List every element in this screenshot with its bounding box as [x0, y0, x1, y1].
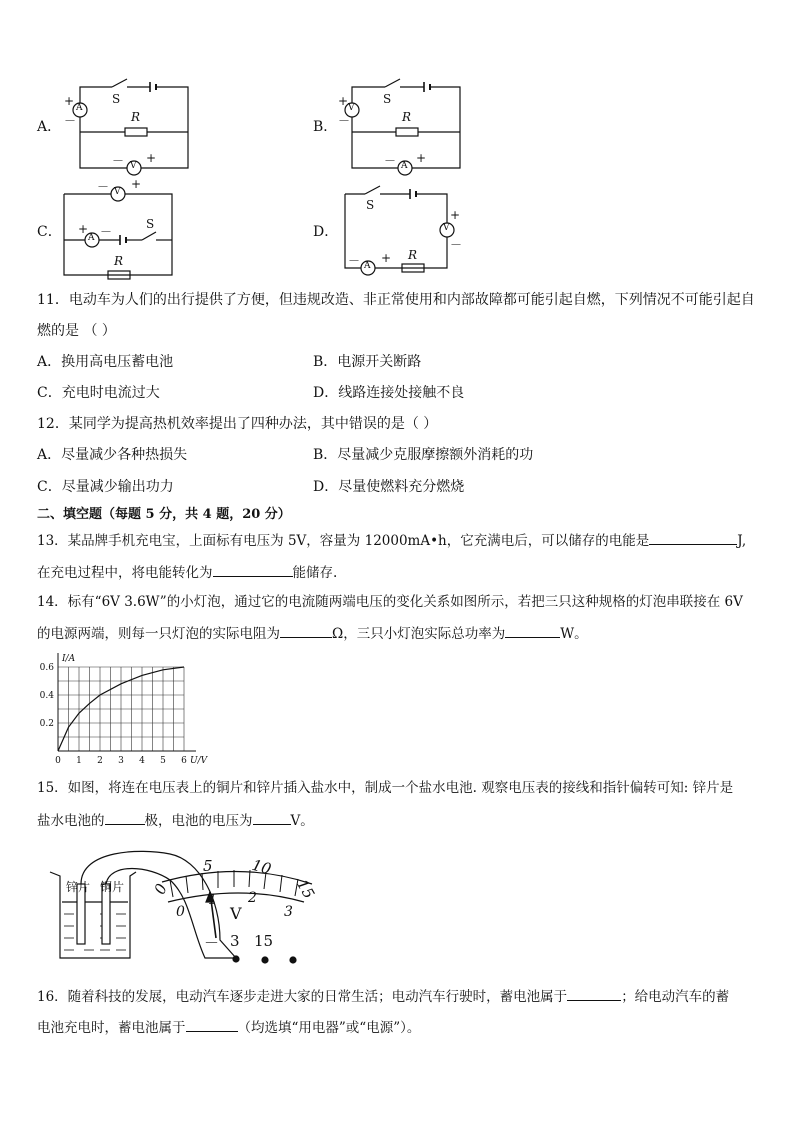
option-c-label: C． — [37, 224, 62, 240]
outer-scale-0: 0 — [150, 880, 171, 898]
resistor-label: R — [408, 248, 418, 262]
outer-scale-10: 10 — [249, 855, 274, 879]
option-a-label: A． — [37, 119, 62, 135]
inner-scale-1: 1 — [208, 892, 217, 908]
plus-sign: + — [146, 151, 157, 165]
q15-text-3: 极，电池的电压为 — [144, 813, 253, 829]
q15-text-2: 盐水电池的 — [37, 813, 105, 829]
option-b-label: B． — [313, 119, 338, 135]
x-tick-label: 2 — [97, 756, 103, 766]
minus-sign: － — [450, 238, 463, 252]
plus-sign: + — [450, 208, 461, 222]
y-tick-label: 0.4 — [39, 691, 54, 701]
resistor-label: R — [114, 254, 124, 268]
q16-line2 — [37, 1017, 420, 1038]
answer-blank[interactable] — [186, 1017, 238, 1032]
plus-sign: + — [381, 251, 392, 265]
answer-blank[interactable] — [105, 810, 145, 825]
q11-option-b: B．电源开关断路 — [313, 354, 422, 370]
y-tick-label: 0.6 — [39, 663, 54, 673]
q13-text-2: J, — [737, 533, 747, 549]
answer-blank[interactable] — [280, 623, 332, 638]
ammeter-symbol: A — [401, 161, 408, 171]
y-tick-label: 0.2 — [39, 719, 54, 729]
q13-text-4: 能储存. — [292, 565, 338, 581]
answer-blank[interactable] — [567, 986, 621, 1001]
minus-sign: － — [112, 154, 125, 168]
outer-scale-15: 15 — [292, 876, 319, 902]
ammeter-symbol: A — [364, 261, 371, 271]
ammeter-symbol: A — [88, 233, 95, 243]
q15-line2 — [37, 810, 314, 831]
q12-text: 12．某同学为提高热机效率提出了四种办法，其中错误的是（ ） — [37, 416, 438, 432]
q12-option-c: C．尽量减少输出功力 — [37, 479, 174, 495]
terminal-15-label: 15 — [254, 932, 274, 950]
answer-blank[interactable] — [213, 562, 293, 577]
resistor-label: R — [402, 110, 412, 124]
q14-text-4: W。 — [560, 626, 588, 642]
resistor-label: R — [131, 110, 141, 124]
q11-option-c: C．充电时电流过大 — [37, 385, 160, 401]
unit-v-label: V — [230, 904, 242, 923]
terminal-negative-label: － — [204, 934, 220, 952]
ammeter-symbol: A — [76, 103, 83, 113]
q15-text-4: V。 — [290, 813, 314, 829]
q14-line2 — [37, 623, 588, 644]
x-tick-label: 5 — [160, 756, 166, 766]
q16-text-2: ；给电动汽车的蓄 — [621, 989, 730, 1005]
outer-scale-5: 5 — [203, 857, 213, 875]
q13-text-1: 13．某品牌手机充电宝，上面标有电压为 5V，容量为 12000mA•h，它充满电后，可以储存的电能是 — [37, 533, 650, 549]
q12-option-d: D．尽量使燃料充分燃烧 — [313, 479, 465, 495]
q14-line1: 14．标有“6V 3.6W”的小灯泡，通过它的电流随两端电压的变化关系如图所示，若把三只这种规格的灯泡串联接在 6V — [37, 594, 743, 610]
x-tick-label: 3 — [118, 756, 124, 766]
answer-blank[interactable] — [253, 810, 291, 825]
q12-option-a: A．尽量减少各种热损失 — [37, 447, 188, 463]
q14-text-2: 的电源两端，则每一只灯泡的实际电阻为 — [37, 626, 280, 642]
minus-sign: － — [348, 254, 361, 268]
section-title: 二、填空题（每题 5 分，共 4 题，20 分） — [37, 507, 291, 522]
q16-text-4: （均选填“用电器”或“电源”）。 — [237, 1020, 421, 1036]
inner-scale-0: 0 — [176, 904, 185, 920]
minus-sign: － — [338, 114, 351, 128]
q11-option-a: A．换用高电压蓄电池 — [37, 354, 174, 370]
q11-option-d: D．线路连接处接触不良 — [313, 385, 465, 401]
q13-line1 — [37, 530, 746, 551]
q16-line1 — [37, 986, 729, 1007]
minus-sign: － — [97, 180, 110, 194]
q13-text-3: 在充电过程中，将电能转化为 — [37, 565, 213, 581]
switch-label: S — [112, 92, 121, 106]
q15-line1: 15．如图，将连在电压表上的铜片和锌片插入盐水中，制成一个盐水电池. 观察电压表的接线和指针偏转可知: 锌片是 — [37, 780, 734, 796]
answer-blank[interactable] — [649, 530, 737, 545]
q11-text-line1: 11．电动车为人们的出行提供了方便，但违规改造、非正常使用和内部故障都可能引起自燃，下列情况不可能引起自 — [37, 292, 755, 308]
x-axis-label: U/V — [190, 756, 208, 766]
minus-sign: － — [64, 114, 77, 128]
option-d-label: D． — [313, 224, 339, 240]
plus-sign: + — [131, 177, 142, 191]
y-axis-label: I/A — [62, 654, 76, 664]
switch-label: S — [146, 217, 155, 231]
q16-text-3: 电池充电时，蓄电池属于 — [37, 1020, 186, 1036]
zinc-label: 锌片 — [66, 880, 91, 894]
inner-scale-3: 3 — [284, 904, 293, 920]
q16-text-1: 16．随着科技的发展，电动汽车逐步走进大家的日常生活；电动汽车行驶时，蓄电池属于 — [37, 989, 568, 1005]
q13-line2 — [37, 562, 337, 583]
current-voltage-chart — [30, 645, 208, 775]
voltmeter-symbol: V — [443, 223, 450, 233]
terminal-3-label: 3 — [230, 932, 240, 950]
q12-option-b: B．尽量减少克服摩擦额外消耗的功 — [313, 447, 534, 463]
x-tick-label: 6 — [181, 756, 187, 766]
x-tick-label: 0 — [55, 756, 61, 766]
voltmeter-symbol: V — [348, 103, 355, 113]
minus-sign: － — [384, 154, 397, 168]
answer-blank[interactable] — [505, 623, 560, 638]
voltmeter-symbol: V — [130, 161, 137, 171]
switch-label: S — [366, 198, 375, 212]
q11-text-line2: 燃的是 （ ） — [37, 323, 116, 339]
voltmeter-symbol: V — [114, 187, 121, 197]
inner-scale-2: 2 — [248, 890, 257, 906]
plus-sign: + — [338, 94, 349, 108]
plus-sign: + — [416, 151, 427, 165]
x-tick-label: 1 — [76, 756, 82, 766]
plus-sign: + — [78, 222, 89, 236]
plus-sign: + — [64, 94, 75, 108]
switch-label: S — [383, 92, 392, 106]
copper-label: 铜片 — [100, 880, 125, 894]
x-tick-label: 4 — [139, 756, 145, 766]
minus-sign: － — [100, 225, 113, 239]
q14-text-3: Ω，三只小灯泡实际总功率为 — [332, 626, 506, 642]
